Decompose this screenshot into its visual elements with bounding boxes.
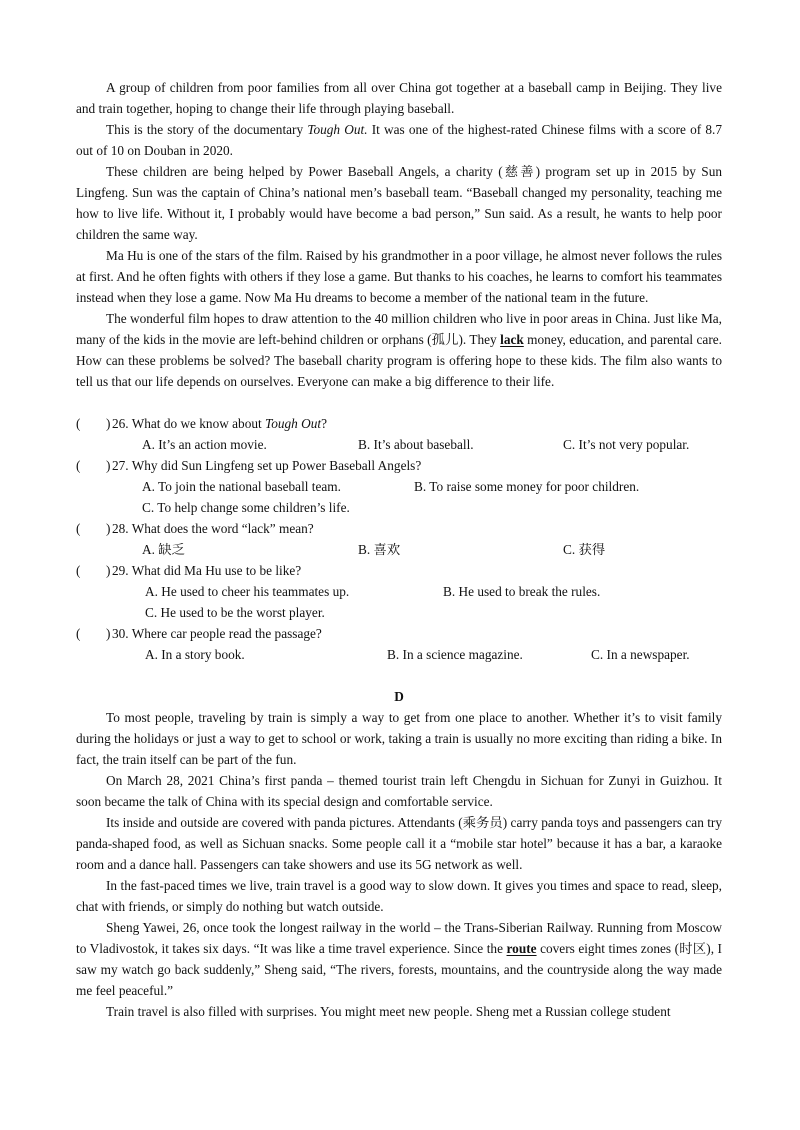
option-b: B. 喜欢 [358,542,401,557]
option-b: B. He used to break the rules. [443,584,601,599]
answer-paren-open: ( [76,521,81,536]
paragraph [76,119,722,161]
text-run: This is the story of the documentary [106,122,308,137]
question-stem [76,413,722,434]
answer-paren-close: ) [106,521,111,536]
paragraph: These children are being helped by Power Baseball Angels, a charity (慈善) program set up in 2015 by Sun Lingfeng. Sun was the captain of China’s national men’s baseball team. “Baseball changed my personality, teaching me how to live life. Without it, I probably would have become a bad person,” Sun said. As a result, he wants to help poor children the same way. [76,164,722,242]
question-text: 29. What did Ma Hu use to be like? [112,563,302,578]
paragraph: On March 28, 2021 China’s first panda – themed tourist train left Chengdu in Sichuan for Zunyi in Guizhou. It soon became the talk of China with its special design and comfortable service. [76,773,722,809]
text-run: The wonderful film hopes to draw attention to the 40 million children who live in poor areas in China. Just like Ma, many of the kids in the movie are left-behind children or orphans (孤儿). They [76,311,722,347]
options-row [76,539,722,560]
options-row [76,476,722,497]
exam-page [76,77,722,1022]
options-row [76,602,722,623]
options-row [76,434,722,455]
text-run: 26. What do we know about [112,416,266,431]
question-stem [76,518,722,539]
film-title: Tough Out [265,416,322,431]
answer-paren-close: ) [106,416,111,431]
answer-paren-open: ( [76,458,81,473]
text-run: Sheng Yawei, 26, once took the longest railway in the world – the Trans-Siberian Railway. Running from Moscow to Vladivostok, it takes six days. “It was like a time travel experience. Since the [76,920,722,956]
questions [76,413,722,665]
option-a: A. He used to cheer his teammates up. [145,584,350,599]
answer-paren-close: ) [106,563,111,578]
underlined-word-lack: lack [500,332,524,347]
option-c: C. In a newspaper. [591,647,690,662]
paragraph [76,308,722,392]
text-run: It was one of the highest-rated Chinese films with a score of 8.7 out of 10 on Douban in 2020. [76,122,722,158]
option-c: C. To help change some children’s life. [142,500,350,515]
question-stem [76,560,722,581]
film-title: Tough Out. [307,122,368,137]
options-row [76,497,722,518]
answer-paren-close: ) [106,458,111,473]
options-row [76,644,722,665]
paragraph: Train travel is also filled with surprises. You might meet new people. Sheng met a Russian college student [106,1004,671,1019]
answer-paren-close: ) [106,626,111,641]
paragraph: A group of children from poor families from all over China got together at a baseball camp in Beijing. They live and train together, hoping to change their life through playing baseball. [76,80,722,116]
paragraph: In the fast-paced times we live, train travel is a good way to slow down. It gives you times and space to read, sleep, chat with friends, or simply do nothing but watch outside. [76,878,722,914]
text-run: covers eight times zones (时区), I saw my watch go back suddenly,” Sheng said, “The rivers, forests, mountains, and the countryside along the way made me feel peaceful.” [76,941,722,998]
option-c: C. He used to be the worst player. [145,605,325,620]
question-text [112,413,327,434]
option-b: B. To raise some money for poor children. [414,479,640,494]
option-a: A. It’s an action movie. [142,437,267,452]
option-c: C. It’s not very popular. [563,437,690,452]
question-text: 28. What does the word “lack” mean? [112,521,314,536]
underlined-word-route: route [506,941,537,956]
option-a: A. In a story book. [145,647,245,662]
question-stem [76,623,722,644]
question-stem [76,455,722,476]
passage-d [76,686,722,1022]
answer-paren-open: ( [76,416,81,431]
text-run: ? [321,416,327,431]
options-row [76,581,722,602]
option-b: B. It’s about baseball. [358,437,474,452]
option-a: A. To join the national baseball team. [142,479,341,494]
answer-paren-open: ( [76,563,81,578]
paragraph: Its inside and outside are covered with panda pictures. Attendants (乘务员) carry panda toys and passengers can try panda-shaped food, as well as Sichuan snacks. Some people call it a “mobile star hotel” because it has a bar, a karaoke room and a dance hall. Passengers can take showers and use its 5G network as well. [76,815,722,872]
option-a: A. 缺乏 [142,542,185,557]
option-b: B. In a science magazine. [387,647,523,662]
paragraph [76,917,722,1001]
question-text: 27. Why did Sun Lingfeng set up Power Baseball Angels? [112,458,422,473]
answer-paren-open: ( [76,626,81,641]
text-run: money, education, and parental care. How can these problems be solved? The baseball charity program is offering hope to these kids. The film also wants to tell us that our life depends on ourselves. Everyone can make a big difference to their life. [76,332,722,389]
paragraph: To most people, traveling by train is simply a way to get from one place to another. Whether it’s to visit family during the holidays or just a way to get to school or work, taking a train is usually no more exciting than riding a bike. In fact, the train itself can be part of the fun. [76,710,722,767]
passage-c [76,77,722,392]
section-heading: D [394,689,404,704]
question-text: 30. Where car people read the passage? [112,626,322,641]
paragraph: Ma Hu is one of the stars of the film. Raised by his grandmother in a poor village, he almost never follows the rules at first. And he often fights with others if they lose a game. But thanks to his coaches, he learns to comfort his teammates instead when they lose a game. Now Ma Hu dreams to become a member of the national team in the future. [76,248,722,305]
option-c: C. 获得 [563,542,606,557]
